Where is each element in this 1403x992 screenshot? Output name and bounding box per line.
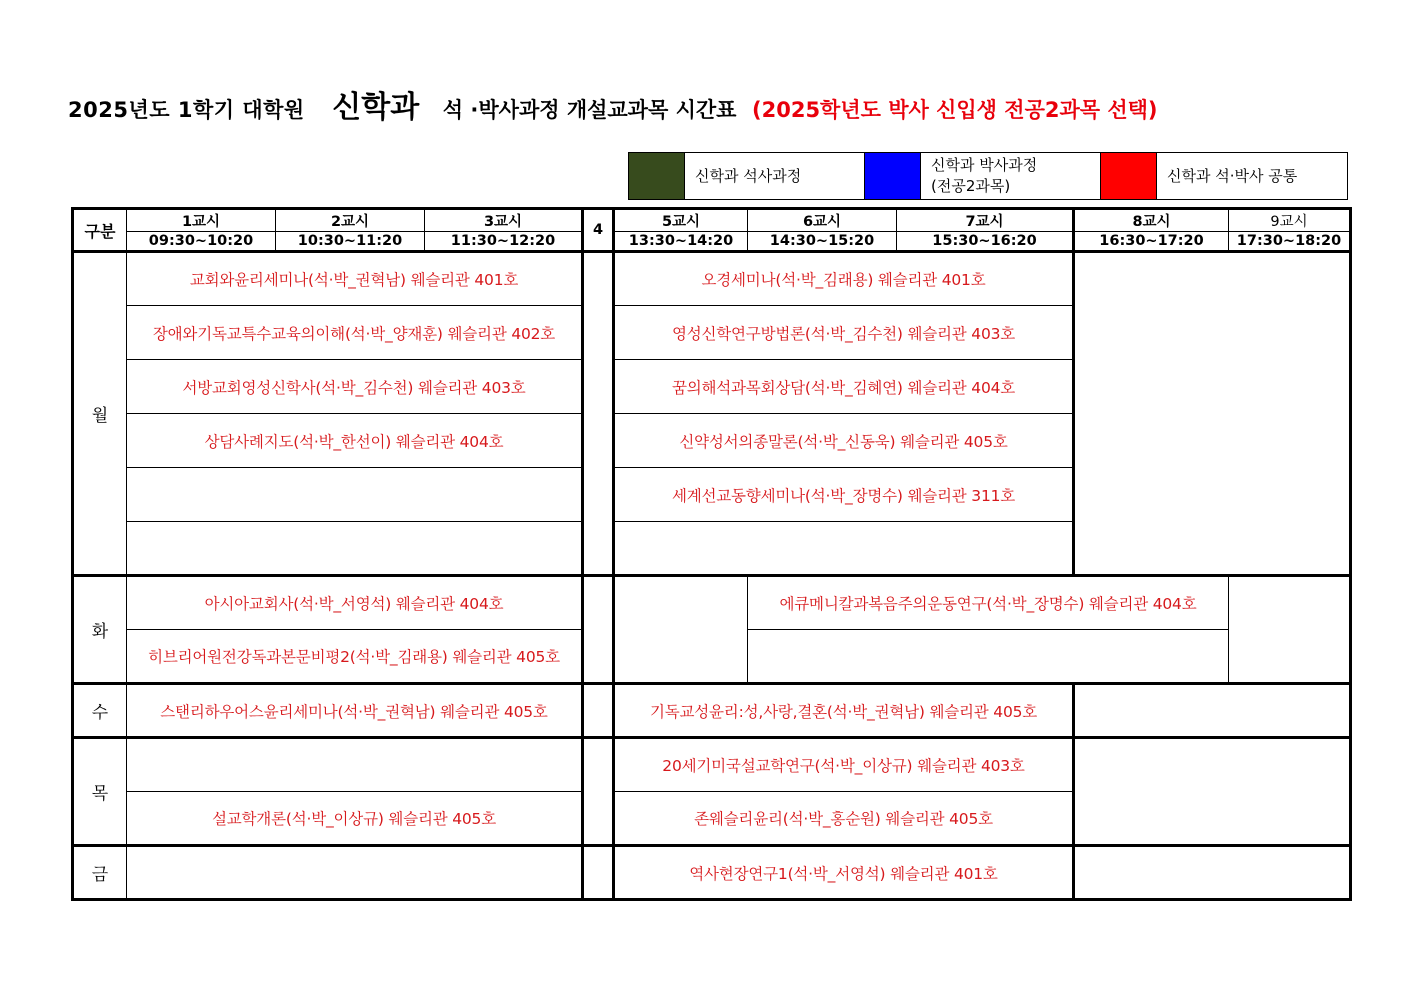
empty-cell: [748, 630, 1229, 684]
course-cell: 존웨슬리윤리(석·박_홍순원) 웨슬리관 405호: [614, 792, 1074, 846]
header-category: 구분: [73, 209, 127, 252]
course-cell: 20세기미국설교학연구(석·박_이상규) 웨슬리관 403호: [614, 738, 1074, 792]
legend-label-masters: 신학과 석사과정: [685, 153, 865, 199]
header-time-9: 17:30~18:20: [1229, 232, 1351, 252]
course-cell: 설교학개론(석·박_이상규) 웨슬리관 405호: [127, 792, 583, 846]
title-department: 신학과: [332, 90, 420, 125]
course-cell: 세계선교동향세미나(석·박_장명수) 웨슬리관 311호: [614, 468, 1074, 522]
lunch-cell: [583, 576, 614, 684]
header-time-8: 16:30~17:20: [1074, 232, 1229, 252]
empty-cell: [614, 576, 748, 684]
empty-cell: [1229, 576, 1351, 684]
course-cell: 오경세미나(석·박_김래용) 웨슬리관 401호: [614, 252, 1074, 306]
title-note: (2025학년도 박사 신입생 전공2과목 선택): [752, 98, 1158, 122]
course-cell: 기독교성윤리:성,사랑,결혼(석·박_권혁남) 웨슬리관 405호: [614, 684, 1074, 738]
header-period-8: 8교시: [1074, 209, 1229, 232]
header-period-6: 6교시: [748, 209, 897, 232]
day-friday: 금: [73, 846, 127, 900]
header-period-3: 3교시: [425, 209, 583, 232]
course-cell: 아시아교회사(석·박_서영석) 웨슬리관 404호: [127, 576, 583, 630]
legend-swatch-doctoral: [865, 153, 921, 199]
course-cell: 에큐메니칼과복음주의운동연구(석·박_장명수) 웨슬리관 404호: [748, 576, 1229, 630]
course-cell: 서방교회영성신학사(석·박_김수천) 웨슬리관 403호: [127, 360, 583, 414]
empty-cell: [1074, 684, 1351, 738]
header-time-5: 13:30~14:20: [614, 232, 748, 252]
header-period-5: 5교시: [614, 209, 748, 232]
day-monday: 월: [73, 252, 127, 576]
course-cell: 꿈의해석과목회상담(석·박_김혜연) 웨슬리관 404호: [614, 360, 1074, 414]
course-cell: 상담사례지도(석·박_한선이) 웨슬리관 404호: [127, 414, 583, 468]
legend: [628, 152, 1348, 200]
header-time-3: 11:30~12:20: [425, 232, 583, 252]
day-tuesday: 화: [73, 576, 127, 684]
lunch-cell: [583, 684, 614, 738]
course-cell: 장애와기독교특수교육의이해(석·박_양재훈) 웨슬리관 402호: [127, 306, 583, 360]
day-wednesday: 수: [73, 684, 127, 738]
page-title: [68, 82, 1368, 126]
course-cell: 스탠리하우어스윤리세미나(석·박_권혁남) 웨슬리관 405호: [127, 684, 583, 738]
legend-swatch-common: [1101, 153, 1157, 199]
title-subtitle: 석 ·박사과정 개설교과목 시간표: [442, 98, 737, 122]
legend-label-common: 신학과 석·박사 공통: [1167, 167, 1298, 185]
empty-cell: [614, 522, 1074, 576]
empty-cell: [127, 738, 583, 792]
header-time-1: 09:30~10:20: [127, 232, 276, 252]
title-main: 2025년도 1학기 대학원: [68, 98, 305, 122]
header-period-1: 1교시: [127, 209, 276, 232]
lunch-cell: [583, 252, 614, 576]
empty-cell: [127, 846, 583, 900]
header-period-7: 7교시: [897, 209, 1074, 232]
course-cell: 신약성서의종말론(석·박_신동욱) 웨슬리관 405호: [614, 414, 1074, 468]
header-time-2: 10:30~11:20: [276, 232, 425, 252]
lunch-cell: [583, 846, 614, 900]
header-lunch: 4: [583, 209, 614, 252]
header-time-6: 14:30~15:20: [748, 232, 897, 252]
header-period-9: 9교시: [1229, 209, 1351, 232]
legend-label-doctoral: 신학과 박사과정 (전공2과목): [921, 153, 1101, 199]
course-cell: 역사현장연구1(석·박_서영석) 웨슬리관 401호: [614, 846, 1074, 900]
timetable: [71, 207, 1352, 901]
legend-swatch-masters: [629, 153, 685, 199]
empty-cell: [127, 522, 583, 576]
course-cell: 교회와윤리세미나(석·박_권혁남) 웨슬리관 401호: [127, 252, 583, 306]
empty-cell: [1074, 252, 1351, 576]
day-thursday: 목: [73, 738, 127, 846]
course-cell: 영성신학연구방법론(석·박_김수천) 웨슬리관 403호: [614, 306, 1074, 360]
empty-cell: [1074, 846, 1351, 900]
course-cell: 히브리어원전강독과본문비평2(석·박_김래용) 웨슬리관 405호: [127, 630, 583, 684]
lunch-cell: [583, 738, 614, 846]
empty-cell: [1074, 738, 1351, 846]
header-time-7: 15:30~16:20: [897, 232, 1074, 252]
empty-cell: [127, 468, 583, 522]
header-period-2: 2교시: [276, 209, 425, 232]
